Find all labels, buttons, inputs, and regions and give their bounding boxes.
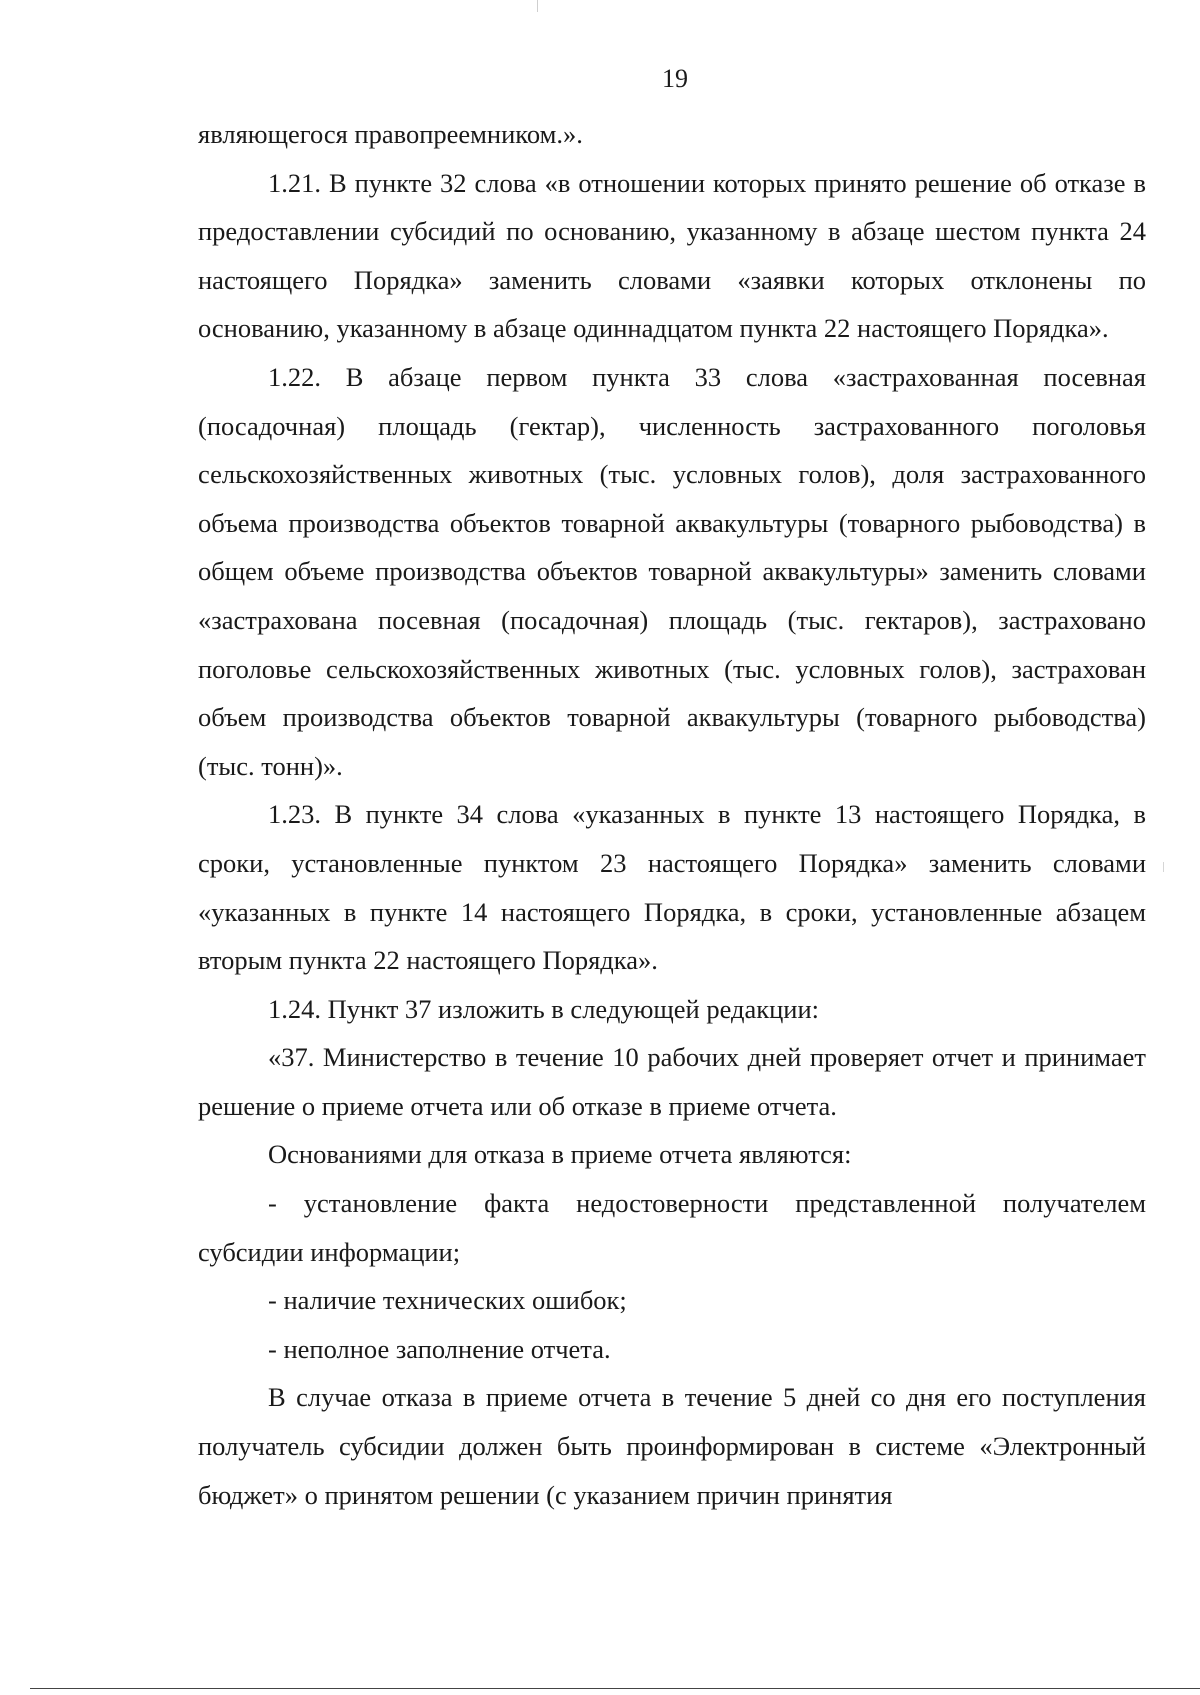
page-bottom-rule (30, 1688, 1200, 1689)
document-body (198, 110, 1146, 1519)
paragraph-1-24: 1.24. Пункт 37 изложить в следующей редакции: (268, 993, 820, 1024)
scan-artifact-top (537, 0, 538, 12)
paragraph-1-23: 1.23. В пункте 34 слова «указанных в пункте 13 настоящего Порядка, в сроки, установленные пунктом 23 настоящего Порядка» заменить словами «указанных в пункте 14 настоящего Порядка, в сроки, установленные абзацем вторым пункта 22 настоящего Порядка». (198, 799, 1146, 976)
paragraph-ground-2: - наличие технических ошибок; (268, 1285, 627, 1316)
paragraph-ground-3: - неполное заполнение отчета. (268, 1333, 611, 1364)
paragraph-item-37: «37. Министерство в течение 10 рабочих дней проверяет отчет и принимает решение о приеме отчета или об отказе в приеме отчета. (198, 1042, 1146, 1121)
paragraph-1-21: 1.21. В пункте 32 слова «в отношении которых принято решение об отказе в предоставлении субсидий по основанию, указанному в абзаце шестом пункта 24 настоящего Порядка» заменить словами «заявки которых отклонены по основанию, указанному в абзаце одиннадцатом пункта 22 настоящего Порядка». (198, 167, 1146, 344)
paragraph-ground-1: - установление факта недостоверности представленной получателем субсидии информации; (198, 1188, 1146, 1267)
paragraph-grounds-heading: Основаниями для отказа в приеме отчета являются: (268, 1139, 852, 1170)
page-number: 19 (662, 64, 688, 93)
paragraph-1-22: 1.22. В абзаце первом пункта 33 слова «застрахованная посевная (посадочная) площадь (гектар), численность застрахованного поголовья сельскохозяйственных животных (тыс. условных голов), доля застрахованного объема производства объектов товарной аквакультуры (товарного рыбоводства) в общем объеме производства объектов товарной аквакультуры» заменить словами «застрахована посевная (посадочная) площадь (тыс. гектаров), застраховано поголовье сельскохозяйственных животных (тыс. условных голов), застрахован объем производства объектов товарной аквакультуры (товарного рыбоводства) (тыс. тонн)». (198, 361, 1146, 781)
scan-artifact-side (1163, 862, 1164, 872)
paragraph-refusal-notice: В случае отказа в приеме отчета в течение 5 дней со дня его поступления получатель субсидии должен быть проинформирован в системе «Электронный бюджет» о принятом решении (с указанием причин принятия (198, 1382, 1146, 1510)
paragraph-continuation: являющегося правопреемником.». (198, 119, 583, 149)
